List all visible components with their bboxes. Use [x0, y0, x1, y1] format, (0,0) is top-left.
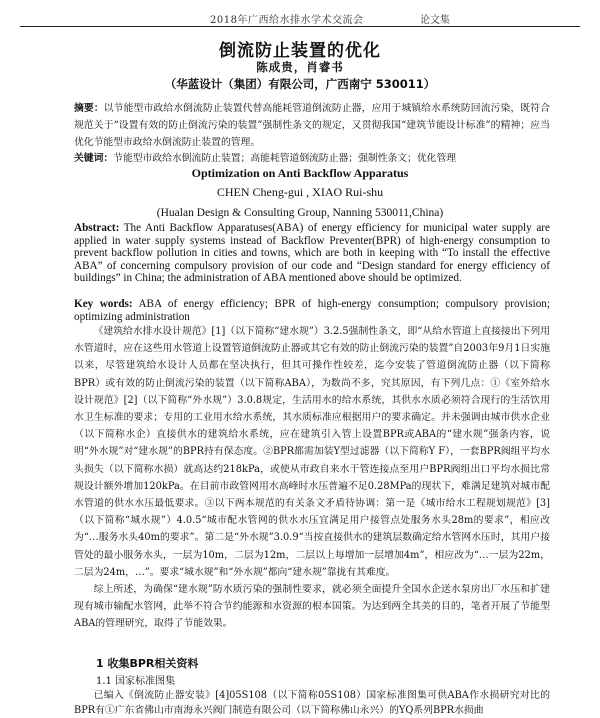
abstract-en-label: Abstract:: [74, 222, 120, 234]
keywords-en: [74, 298, 550, 323]
keywords-cn-label: 关键词：: [74, 153, 114, 164]
english-authors: CHEN Cheng-gui , XIAO Rui-shu: [216, 185, 384, 199]
section-name: 论文集: [420, 15, 450, 26]
body-paragraph-2: 综上所述，为确保“建水规”防水质污染的强制性要求，就必须全面提升全国水企送水泵房出厂水压和扩建现有城市输配水管网，此举不符合节约能源和水资源的根本国策。为达到两全其美的目的，笔者开展了节能型ABA的管理研究，取得了节能效果。: [74, 584, 550, 630]
keywords-en-label: Key words:: [74, 298, 133, 310]
abstract-en: [74, 222, 550, 285]
abstract-cn: [74, 100, 550, 151]
body-paragraph-1: 《建筑给水排水设计规范》[1]（以下简称“建水规”）3.2.5强制性条文，即“从给水管道上直接接出下列用水管道时，应在这些用水管道上设置管道倒流防止器或其它有效的防止倒流污染的装置”自2003年9月1日实施以来，尽管建筑给水设计人员都在坚决执行，但其可操作性较差，迄今安装了管道倒流防止器（以下简称BPR）或有效的防止倒流污染的装置（以下简称ABA），为数尚不多，究其原因，有下列几点：①《室外给水设计规范》[2]（以下简称“外水规”）3.0.8规定，生活用水的给水系统，其供水水质必须符合现行的生活饮用水卫生标准的要求；专用的工业用水给水系统，其水质标准应根据用户的要求确定。并未强调由城市供水企业（以下简称水企）直接供水的建筑给水系统，应在建筑引入管上设置BPR或ABA的“建水规”强条内容，说明“外水规”对“建水规”的BPR持有保态度。②BPR都需加装Y型过滤器（以下简称Y F），一套BPR阀组平均水头损失（以下简称水损）就高达约218kPa，或使从市政自来水干管连接点至用户BPR阀组出口平均水损比常规设计额外增加120kPa。在目前市政管网用水高峰时水压普遍不足0.28MPa的现状下，难满足建筑对城市配水管道的供水水压最低要求。③以下两本规范的有关条文矛盾待协调：第一是《城市给水工程规划规范》[3]（以下简称“城水规”）4.0.5“城市配水管网的供水水压宜满足用户接管点处服务水头28m的要求”，相应改为“…服务水头40m的要求”。第二是“外水规”3.0.9“当按直接供水的建筑层数确定给水管网水压时，其用户接管处的最小服务水头，一层为10m，二层为12m，二层以上每增加一层增加4m”，相应改为“…一层为22m，二层为24m，…”。要求“城水规”和“外水规”都向“建水规”靠拢有其难度。: [74, 326, 550, 578]
english-title: Optimization on Anti Backflow Apparatus: [191, 166, 409, 180]
keywords-cn: [74, 150, 550, 167]
english-affiliation: (Hualan Design & Consulting Group, Nanning 530011,China): [156, 207, 444, 219]
paper-affiliation: （华蓝设计（集团）有限公司，广西南宁 530011）: [164, 77, 436, 91]
section-heading: 1 收集BPR相关资料: [96, 657, 199, 670]
paper-authors: 陈成贵，肖睿书: [256, 60, 344, 74]
abstract-cn-text: 以节能型市政给水倒流防止装置代替高能耗管道倒流防止器，应用于城镇给水系统防回流污染，既符合规范关于“设置有效的防止倒流污染的装置”强制性条文的规定，又贯彻我国“建筑节能设计标准”的精神；应当优化节能型市政给水倒流防止装置的管理。: [74, 103, 551, 148]
section-paragraph: 已编入《倒流防止器安装》[4]05S108（以下简称05S108）国家标准图集可供ABA作水损研究对比的BPR有①广东省佛山市南海永兴阀门制造有限公司（以下简称佛山永兴）的YQ系列BPR水损曲: [74, 690, 550, 716]
running-header: [20, 8, 580, 27]
keywords-en-text: ABA of energy efficiency; BPR of high-energy consumption; compulsory provision; optimizing administration: [74, 298, 550, 323]
conference-name: 2018年广西给水排水学术交流会: [210, 15, 364, 26]
body-text: [74, 323, 550, 633]
subsection-heading: 1.1 国家标准图集: [96, 676, 176, 687]
keywords-cn-text: 节能型市政给水倒流防止装置；高能耗管道倒流防止器；强制性条文；优化管理: [113, 153, 457, 164]
abstract-en-text: The Anti Backflow Apparatuses(ABA) of energy efficiency for municipal water supply are applied in water supply systems instead of Backflow Preventer(BPR) of high-energy consumption to prevent backflow pollution in cities and towns, which are both in keeping with “To install the effective ABA” of concerning compulsory provision of our code and “Design standard for energy efficiency of buildings” in China; the administration of ABA mentioned above should be optimized.: [74, 222, 550, 285]
paper-title: 倒流防止装置的优化: [219, 41, 381, 61]
abstract-cn-label: 摘要：: [74, 103, 104, 114]
section-body: [74, 688, 550, 718]
